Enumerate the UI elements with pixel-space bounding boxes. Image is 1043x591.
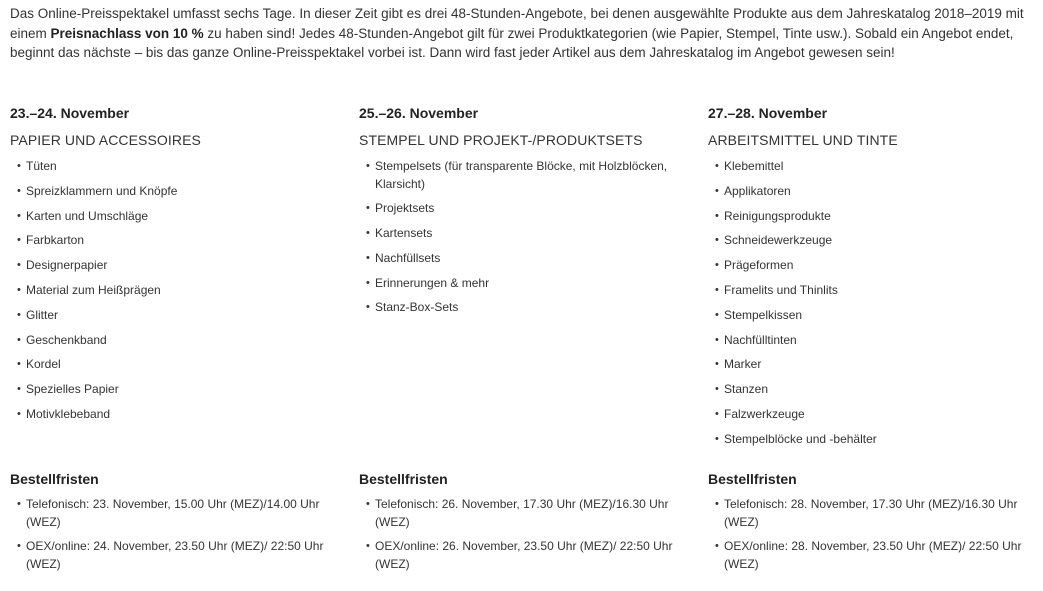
list-item: • Reinigungsprodukte <box>708 208 1038 226</box>
intro-text-start: Das Online-Preisspektakel umfasst sechs Tage. In dieser Zeit gibt es drei 48-Stunden-Angebote, bei denen ausgewählte Produkte aus dem Jahreskatalog 2018–2019 mit einem <box>10 6 1024 41</box>
offer-category: PAPIER UND ACCESSOIRES <box>10 132 201 148</box>
list-item: • Falzwerkzeuge <box>708 406 1038 424</box>
list-item: • Stempelblöcke und -behälter <box>708 431 1038 449</box>
list-item: • Schneidewerkzeuge <box>708 232 1038 250</box>
list-item: • Telefonisch: 23. November, 15.00 Uhr (MEZ)/14.00 Uhr (WEZ) <box>10 496 340 531</box>
order-deadlines-3 <box>708 470 1038 580</box>
list-item: • Spezielles Papier <box>10 381 340 399</box>
list-item: • Stanzen <box>708 381 1038 399</box>
offer-date: 25.–26. November <box>359 105 479 121</box>
list-item: • Marker <box>708 356 1038 374</box>
list-item: • Geschenkband <box>10 332 340 350</box>
list-item: • Tüten <box>10 158 340 176</box>
list-item: • Material zum Heißprägen <box>10 282 340 300</box>
deadline-list <box>359 496 689 573</box>
list-item: • Farbkarton <box>10 232 340 250</box>
intro-discount-highlight: Preisnachlass von 10 % <box>50 25 204 41</box>
list-item: • Stempelsets (für transparente Blöcke, mit Holzblöcken, Klarsicht) <box>359 158 689 193</box>
list-item: • Applikatoren <box>708 183 1038 201</box>
intro-paragraph <box>10 4 1035 63</box>
offer-item-list <box>708 158 1038 448</box>
list-item: • Framelits und Thinlits <box>708 282 1038 300</box>
deadlines-heading: Bestellfristen <box>10 471 99 487</box>
list-item: • Spreizklammern und Knöpfe <box>10 183 340 201</box>
list-item: • Designerpapier <box>10 257 340 275</box>
list-item: • Nachfüllsets <box>359 250 689 268</box>
list-item: • Telefonisch: 28. November, 17.30 Uhr (MEZ)/16.30 Uhr (WEZ) <box>708 496 1038 531</box>
offer-category: ARBEITSMITTEL UND TINTE <box>708 132 898 148</box>
order-deadlines-2 <box>359 470 689 580</box>
list-item: • Nachfülltinten <box>708 332 1038 350</box>
list-item: • Telefonisch: 26. November, 17.30 Uhr (MEZ)/16.30 Uhr (WEZ) <box>359 496 689 531</box>
list-item: • Erinnerungen & mehr <box>359 275 689 293</box>
deadline-list <box>10 496 340 573</box>
offer-date: 27.–28. November <box>708 105 828 121</box>
list-item: • Motivklebeband <box>10 406 340 424</box>
list-item: • Kordel <box>10 356 340 374</box>
list-item: • Projektsets <box>359 200 689 218</box>
list-item: • Stanz-Box-Sets <box>359 299 689 317</box>
list-item: • Prägeformen <box>708 257 1038 275</box>
list-item: • Glitter <box>10 307 340 325</box>
offer-date: 23.–24. November <box>10 105 130 121</box>
offer-column-2 <box>359 104 689 324</box>
list-item: • Kartensets <box>359 225 689 243</box>
offer-column-3 <box>708 104 1038 456</box>
intro-text-end: zu haben sind! Jedes 48-Stunden-Angebot gilt für zwei Produktkategorien (wie Papier, Stempel, Tinte usw.). Sobald ein Angebot endet, beginnt das nächste – bis das ganze Online-Preisspektakel vorbei ist. Dann wird fast jeder Artikel aus dem Jahreskatalog im Angebot gewesen sein! <box>10 25 1014 60</box>
offer-item-list <box>359 158 689 317</box>
list-item: • OEX/online: 26. November, 23.50 Uhr (MEZ)/ 22:50 Uhr (WEZ) <box>359 538 689 573</box>
offer-item-list <box>10 158 340 423</box>
list-item: • Klebemittel <box>708 158 1038 176</box>
list-item: • OEX/online: 28. November, 23.50 Uhr (MEZ)/ 22:50 Uhr (WEZ) <box>708 538 1038 573</box>
list-item: • Stempelkissen <box>708 307 1038 325</box>
offer-category: STEMPEL UND PROJEKT-/PRODUKTSETS <box>359 132 643 148</box>
list-item: • Karten und Umschläge <box>10 208 340 226</box>
deadlines-heading: Bestellfristen <box>359 471 448 487</box>
offer-column-1 <box>10 104 340 431</box>
order-deadlines-1 <box>10 470 340 580</box>
list-item: • OEX/online: 24. November, 23.50 Uhr (MEZ)/ 22:50 Uhr (WEZ) <box>10 538 340 573</box>
deadlines-heading: Bestellfristen <box>708 471 797 487</box>
deadline-list <box>708 496 1038 573</box>
